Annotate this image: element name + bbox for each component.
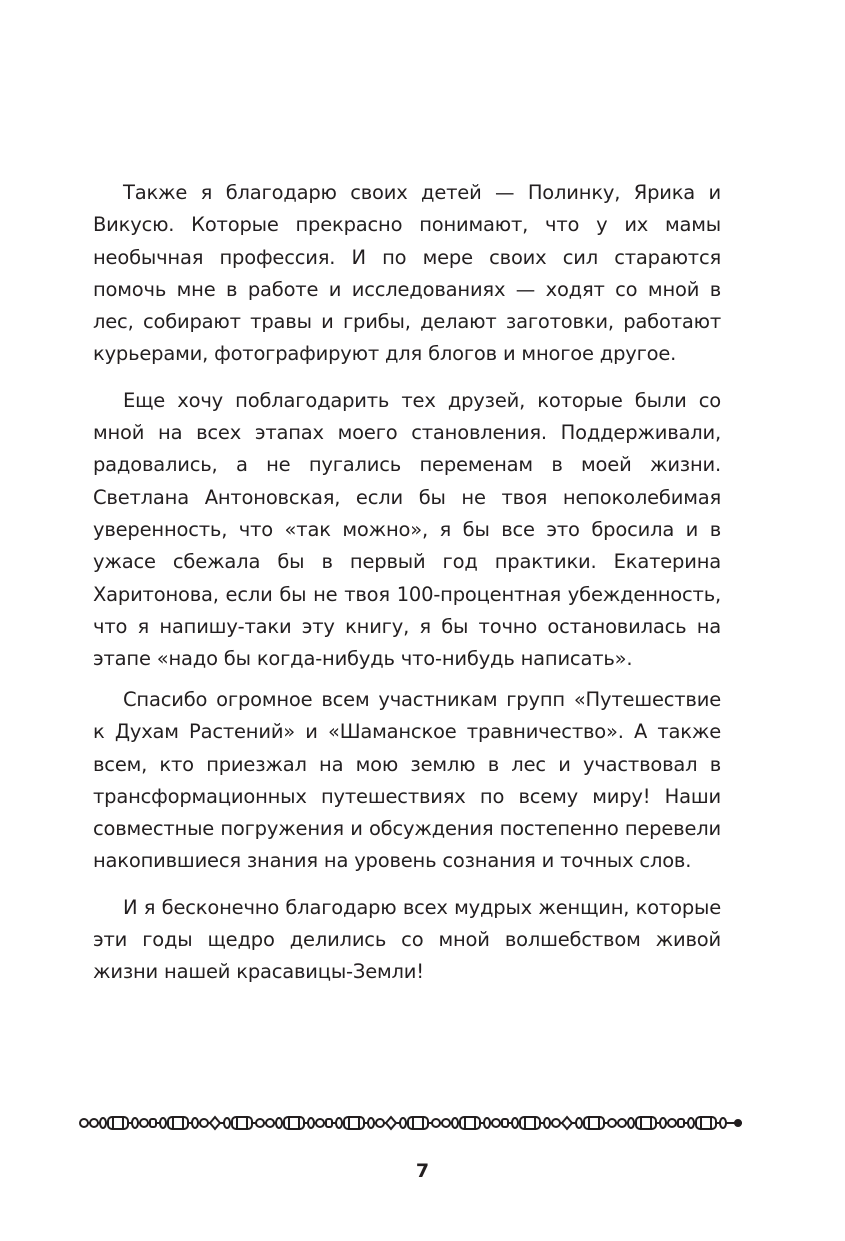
paragraph-children-thanks: Также я благодарю своих детей — Полинку, Ярика и Викусю. Которые прекрасно понимают, что у их мамы необычная профессия. И по мере своих сил стараются помочь мне в работе и исследованиях — ходят со мной в лес, собирают травы и грибы, делают заготовки, работают курьерами, фотографируют для блогов и многое другое. bbox=[93, 181, 721, 366]
text-block-top bbox=[93, 177, 721, 675]
bead-chain-divider-icon bbox=[78, 1112, 744, 1134]
paragraph-friends-thanks: Еще хочу поблагодарить тех друзей, которые были со мной на всех этапах моего становления. Поддерживали, радовались, а не пугались переменам в моей жизни. Светлана Антоновская, если бы не твоя непоколебимая уверенность, что «так можно», я бы все это бросила и в ужасе сбежала бы в первый год практики. Екатерина Харитонова, если бы не твоя 100-процентная убежденность, что я напишу-таки эту книгу, я бы точно остановилась на этапе «надо бы когда-нибудь что-нибудь написать». bbox=[93, 388, 721, 671]
paragraph-women-thanks: И я бесконечно благодарю всех мудрых женщин, которые эти годы щедро делились со мной волшебством живой жизни нашей красавицы-Земли! bbox=[93, 895, 721, 984]
page-number: 7 bbox=[415, 1160, 430, 1182]
paragraph-groups-thanks: Спасибо огромное всем участникам групп «Путешествие к Духам Растений» и «Шаманское травничество». А также всем, кто приезжал на мою землю в лес и участвовал в трансформационных путешествиях по всему миру! Наши совместные погружения и обсуждения постепенно перевели накопившиеся знания на уровень сознания и точных слов. bbox=[93, 688, 721, 873]
paragraph-gap bbox=[93, 371, 721, 385]
paragraph-gap bbox=[93, 878, 721, 892]
text-block-bottom bbox=[93, 684, 721, 989]
